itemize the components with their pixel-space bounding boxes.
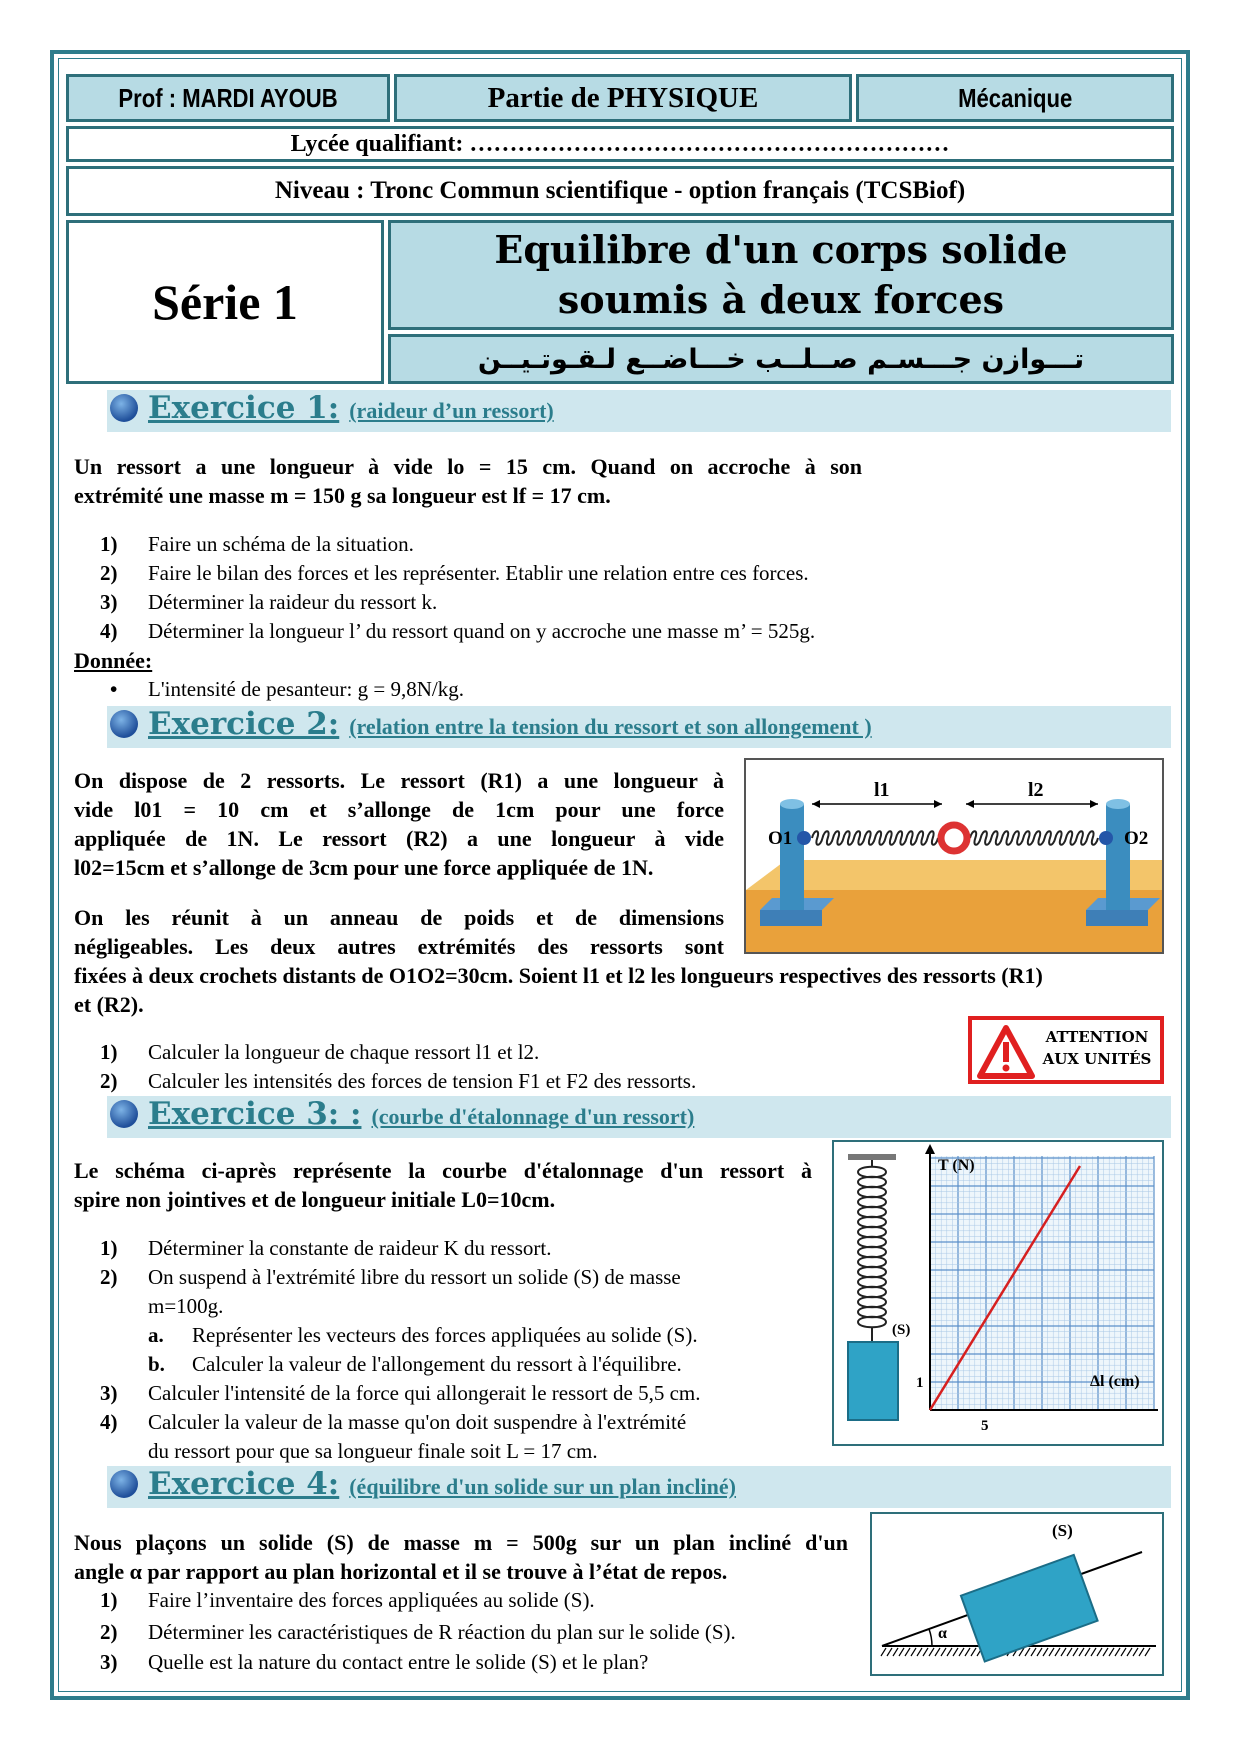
warning-text bbox=[1036, 1026, 1158, 1070]
solid-label: (S) bbox=[1052, 1521, 1073, 1540]
ex4-intro-line: angle α par rapport au plan horizontal et il se trouve à l’état de repos. bbox=[74, 1559, 728, 1584]
warning-line-1: ATTENTION bbox=[1045, 1028, 1149, 1046]
ex4-label: Exercice 4: bbox=[148, 1466, 340, 1502]
q-text: Calculer l'intensité de la force qui allongerait le ressort de 5,5 cm. bbox=[148, 1381, 701, 1405]
ex3-intro bbox=[74, 1156, 812, 1214]
arabic-title-box bbox=[388, 334, 1174, 384]
x-tick-label: 5 bbox=[981, 1418, 989, 1434]
q-text: Faire le bilan des forces et les représenter. Etablir une relation entre ces forces. bbox=[148, 561, 809, 585]
arabic-title: تـــوازن جـــسـم صــلــب خـــاضــع لـقـوتـيــن bbox=[477, 343, 1085, 375]
ex4-intro bbox=[74, 1528, 848, 1586]
label-l1: l1 bbox=[874, 779, 890, 801]
ex3-calibration-figure bbox=[832, 1140, 1164, 1446]
gear-icon bbox=[110, 394, 138, 422]
ex2-line: On dispose de 2 ressorts. Le ressort (R1) a une longueur à bbox=[74, 768, 724, 793]
title-box bbox=[388, 220, 1174, 330]
x-axis-label: Δl (cm) bbox=[1090, 1373, 1140, 1390]
niveau-box bbox=[66, 166, 1174, 216]
title-line-1: Equilibre d'un corps solide bbox=[494, 227, 1068, 272]
q-text: m=100g. bbox=[148, 1294, 224, 1318]
ex2-label: Exercice 2: bbox=[148, 706, 340, 742]
q-text: Déterminer la longueur l’ du ressort quand on y accroche une masse m’ = 525g. bbox=[148, 619, 816, 643]
label-l2: l2 bbox=[1028, 779, 1044, 801]
bullet-icon: • bbox=[110, 677, 118, 701]
lycee-box bbox=[66, 126, 1174, 162]
ex1-intro-b: extrémité une masse m = 150 g sa longueur est lf = 17 cm. bbox=[74, 483, 611, 508]
ex2-paragraph-1 bbox=[74, 766, 724, 882]
q-number: 2) bbox=[100, 561, 118, 585]
ex4-incline-figure bbox=[870, 1512, 1164, 1676]
ex1-intro-a: Un ressort a une longueur à vide lo = 15 cm. Quand on accroche à son bbox=[74, 454, 863, 479]
q-text: Quelle est la nature du contact entre le solide (S) et le plan? bbox=[148, 1650, 649, 1674]
q-text: Déterminer les caractéristiques de R réaction du plan sur le solide (S). bbox=[148, 1620, 736, 1644]
gear-icon bbox=[110, 710, 138, 738]
warning-box bbox=[968, 1016, 1164, 1084]
q-number: 1) bbox=[100, 532, 118, 556]
q-number: 4) bbox=[100, 619, 118, 643]
warning-triangle-icon bbox=[976, 1022, 1036, 1082]
q-number: 2) bbox=[100, 1265, 118, 1289]
donnee-text: L'intensité de pesanteur: g = 9,8N/kg. bbox=[148, 677, 464, 701]
ex2-line: et (R2). bbox=[74, 992, 144, 1017]
q-number: 1) bbox=[100, 1236, 118, 1260]
ex2-line: On les réunit à un anneau de poids et de dimensions bbox=[74, 905, 724, 930]
calibration-chart bbox=[834, 1142, 1162, 1444]
q-text: du ressort pour que sa longueur finale soit L = 17 cm. bbox=[148, 1439, 598, 1463]
ex1-label: Exercice 1: bbox=[148, 390, 340, 426]
domain-box bbox=[856, 74, 1174, 122]
ex2-line: fixées à deux crochets distants de O1O2=30cm. Soient l1 et l2 les longueurs respectives des ressorts (R1) bbox=[74, 963, 1043, 988]
prof-name: Prof : MARDI AYOUB bbox=[118, 82, 338, 113]
domain-title: Mécanique bbox=[957, 82, 1073, 113]
solid-mass bbox=[848, 1342, 898, 1420]
q-text: Représenter les vecteurs des forces appliquées au solide (S). bbox=[192, 1323, 698, 1347]
gear-icon bbox=[110, 1100, 138, 1128]
q-text: Calculer la longueur de chaque ressort l1 et l2. bbox=[148, 1040, 540, 1064]
q-text: On suspend à l'extrémité libre du ressort un solide (S) de masse bbox=[148, 1265, 681, 1289]
q-number: 1) bbox=[100, 1040, 118, 1064]
ex2-subtitle: (relation entre la tension du ressort et son allongement ) bbox=[349, 714, 872, 739]
ex4-intro-line: Nous plaçons un solide (S) de masse m = 500g sur un plan incliné d'un bbox=[74, 1530, 848, 1555]
q-number: b. bbox=[148, 1352, 165, 1376]
y-axis-label: T (N) bbox=[938, 1157, 975, 1174]
label-o1: O1 bbox=[768, 828, 793, 849]
q-text: Calculer la valeur de l'allongement du ressort à l'équilibre. bbox=[192, 1352, 682, 1376]
q-number: 3) bbox=[100, 1650, 118, 1674]
q-number: 2) bbox=[100, 1620, 118, 1644]
ex2-line: appliquée de 1N. Le ressort (R2) a une longueur à vide bbox=[74, 826, 724, 851]
q-text: Calculer la valeur de la masse qu'on doit suspendre à l'extrémité bbox=[148, 1410, 687, 1434]
ex2-line: négligeables. Les deux autres extrémités des ressorts sont bbox=[74, 934, 724, 959]
q-text: Calculer les intensités des forces de tension F1 et F2 des ressorts. bbox=[148, 1069, 697, 1093]
ex1-heading bbox=[148, 390, 554, 426]
ex3-intro-line: spire non jointives et de longueur initiale L0=10cm. bbox=[74, 1187, 556, 1212]
q-text: Déterminer la constante de raideur K du ressort. bbox=[148, 1236, 552, 1260]
ex3-label: Exercice 3: : bbox=[148, 1096, 362, 1132]
solid-label: (S) bbox=[892, 1322, 911, 1338]
niveau-text: Niveau : Tronc Commun scientifique - option français (TCSBiof) bbox=[274, 177, 966, 204]
warning-line-2: AUX UNITÉS bbox=[1042, 1050, 1152, 1068]
q-number: 3) bbox=[100, 590, 118, 614]
q-number: 3) bbox=[100, 1381, 118, 1405]
q-number: a. bbox=[148, 1323, 164, 1347]
part-box bbox=[394, 74, 852, 122]
ex2-heading bbox=[148, 706, 872, 742]
q-number: 2) bbox=[100, 1069, 118, 1093]
ex3-subtitle: (courbe d'étalonnage d'un ressort) bbox=[371, 1104, 695, 1129]
serie-box bbox=[66, 220, 384, 384]
ex3-intro-line: Le schéma ci-après représente la courbe d'étalonnage d'un ressort à bbox=[74, 1158, 812, 1183]
ex3-heading bbox=[148, 1096, 694, 1132]
q-text: Faire l’inventaire des forces appliquées au solide (S). bbox=[148, 1588, 595, 1612]
prof-box bbox=[66, 74, 390, 122]
y-tick-label: 1 bbox=[916, 1375, 924, 1391]
q-number: 4) bbox=[100, 1410, 118, 1434]
gear-icon bbox=[110, 1470, 138, 1498]
spring-coil bbox=[858, 1167, 886, 1328]
q-text: Déterminer la raideur du ressort k. bbox=[148, 590, 438, 614]
incline-illustration bbox=[872, 1514, 1162, 1674]
ex4-subtitle: (équilibre d'un solide sur un plan incliné) bbox=[349, 1474, 736, 1499]
q-number: 1) bbox=[100, 1588, 118, 1612]
serie-text: Série 1 bbox=[152, 274, 298, 330]
title-line-2: soumis à deux forces bbox=[557, 277, 1005, 322]
angle-label: α bbox=[938, 1625, 947, 1642]
ex2-line: vide l01 = 10 cm et s’allonge de 1cm pour une force bbox=[74, 797, 724, 822]
y-axis-arrow-icon bbox=[925, 1144, 935, 1154]
ex1-subtitle: (raideur d’un ressort) bbox=[349, 398, 554, 423]
ex2-springs-figure bbox=[744, 758, 1164, 954]
part-title: Partie de PHYSIQUE bbox=[487, 81, 759, 114]
q-text: Faire un schéma de la situation. bbox=[148, 532, 414, 556]
lycee-text: Lycée qualifiant: …………………………………………………… bbox=[290, 130, 950, 157]
springs-illustration bbox=[746, 760, 1162, 952]
ceiling bbox=[848, 1154, 896, 1160]
ex1-donnee-label: Donnée: bbox=[74, 648, 153, 673]
ex2-line: l02=15cm et s’allonge de 3cm pour une force appliquée de 1N. bbox=[74, 855, 654, 880]
label-o2: O2 bbox=[1124, 828, 1149, 849]
ex4-heading bbox=[148, 1466, 736, 1502]
